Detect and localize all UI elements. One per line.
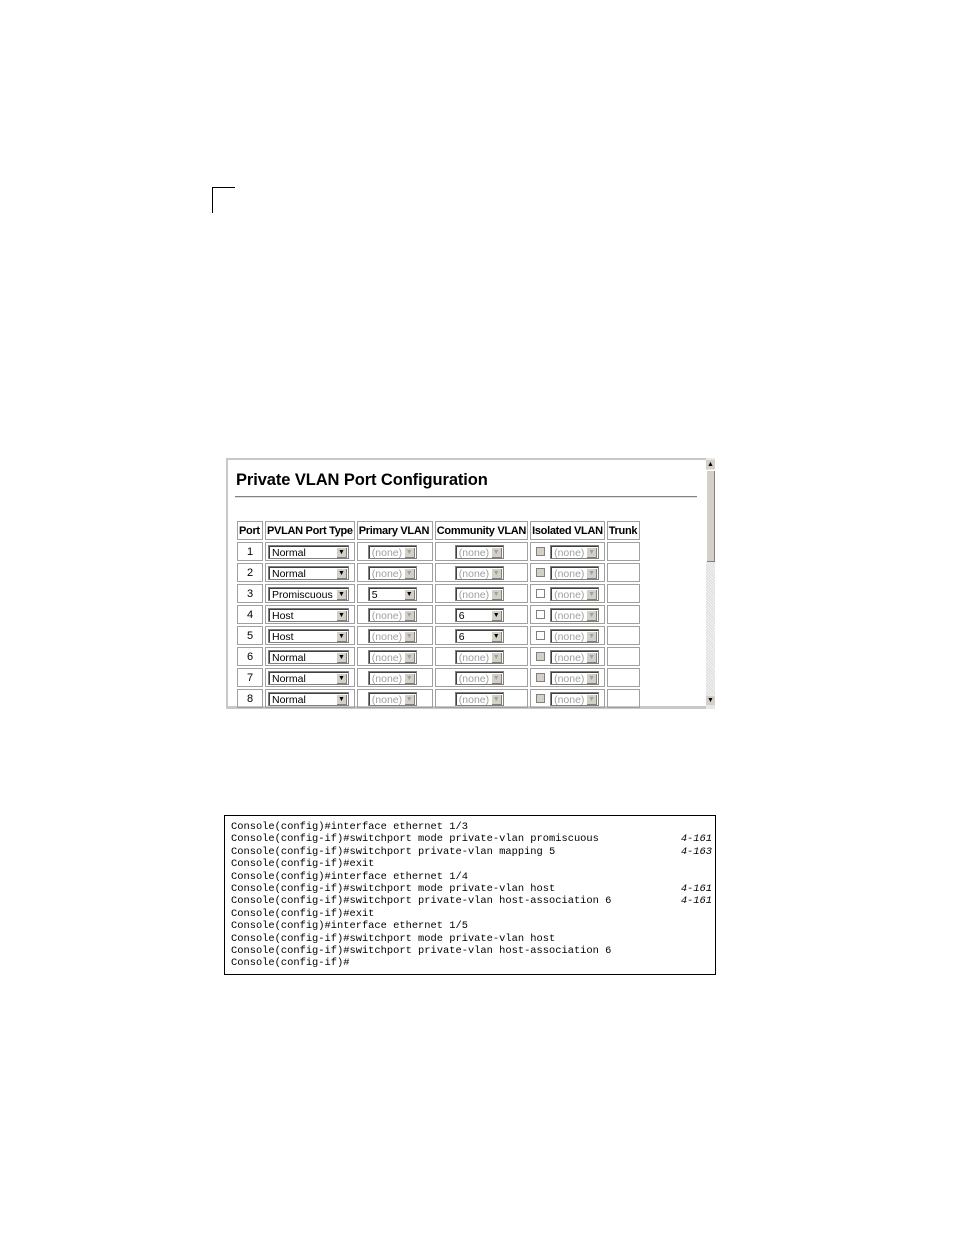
port-number: 8 bbox=[237, 689, 263, 708]
primary-vlan-select bbox=[368, 566, 417, 580]
primary-vlan-select-value: (none) bbox=[371, 672, 403, 685]
dropdown-arrow-icon: ▼ bbox=[491, 547, 502, 558]
title-divider bbox=[235, 496, 697, 498]
port-number: 5 bbox=[237, 626, 263, 645]
pvlan-port-type-cell bbox=[265, 605, 355, 624]
isolated-vlan-select bbox=[550, 671, 599, 685]
port-number: 6 bbox=[237, 647, 263, 666]
isolated-vlan-checkbox[interactable] bbox=[536, 631, 545, 640]
isolated-vlan-cell bbox=[530, 584, 605, 603]
community-vlan-cell bbox=[435, 584, 528, 603]
dropdown-arrow-icon: ▼ bbox=[586, 589, 597, 600]
scroll-down-arrow-icon[interactable]: ▼ bbox=[707, 697, 714, 704]
table-row bbox=[237, 668, 640, 687]
primary-vlan-select-value: (none) bbox=[371, 567, 403, 580]
pvlan-config-panel bbox=[226, 458, 715, 709]
dropdown-arrow-icon: ▼ bbox=[586, 568, 597, 579]
isolated-vlan-select bbox=[550, 566, 599, 580]
column-header-primary-vlan: Primary VLAN bbox=[357, 521, 433, 540]
isolated-vlan-select-value: (none) bbox=[554, 693, 585, 706]
primary-vlan-select-value: (none) bbox=[371, 693, 403, 706]
console-line: Console(config-if)#switchport mode private-vlan host bbox=[231, 932, 556, 945]
pvlan-port-type-select-value: Normal bbox=[272, 672, 306, 685]
isolated-vlan-cell bbox=[530, 668, 605, 687]
community-vlan-cell bbox=[435, 563, 528, 582]
table-row bbox=[237, 563, 640, 582]
command-page-reference: 4-161 bbox=[680, 833, 712, 846]
pvlan-port-type-cell bbox=[265, 542, 355, 561]
isolated-vlan-select bbox=[550, 650, 599, 664]
isolated-vlan-select-value: (none) bbox=[554, 651, 585, 664]
dropdown-arrow-icon: ▼ bbox=[404, 547, 415, 558]
command-page-reference: 4-161 bbox=[680, 883, 712, 895]
community-vlan-cell bbox=[435, 689, 528, 708]
pvlan-port-type-select-value: Host bbox=[272, 630, 294, 643]
primary-vlan-cell bbox=[357, 689, 433, 708]
isolated-vlan-select-value: (none) bbox=[554, 672, 585, 685]
community-vlan-cell bbox=[435, 542, 528, 561]
dropdown-arrow-icon: ▼ bbox=[586, 673, 597, 684]
column-header-pvlan-port-type: PVLAN Port Type bbox=[265, 521, 355, 540]
vertical-scrollbar[interactable] bbox=[706, 458, 715, 709]
primary-vlan-cell bbox=[357, 626, 433, 645]
dropdown-arrow-icon: ▼ bbox=[586, 694, 597, 705]
port-number: 1 bbox=[237, 542, 263, 561]
primary-vlan-select[interactable] bbox=[368, 587, 417, 601]
isolated-vlan-checkbox bbox=[536, 673, 545, 682]
port-number: 2 bbox=[237, 563, 263, 582]
table-row bbox=[237, 584, 640, 603]
primary-vlan-select bbox=[368, 692, 417, 706]
community-vlan-select-value: (none) bbox=[458, 588, 490, 601]
column-header-port: Port bbox=[237, 521, 263, 540]
trunk-cell bbox=[607, 647, 640, 666]
dropdown-arrow-icon: ▼ bbox=[404, 652, 415, 663]
isolated-vlan-select-value: (none) bbox=[554, 609, 585, 622]
isolated-vlan-select-value: (none) bbox=[554, 567, 585, 580]
trunk-cell bbox=[607, 542, 640, 561]
pvlan-port-type-select[interactable] bbox=[268, 671, 349, 685]
pvlan-port-type-cell bbox=[265, 626, 355, 645]
trunk-cell bbox=[607, 689, 640, 708]
primary-vlan-select bbox=[368, 608, 417, 622]
community-vlan-select[interactable] bbox=[455, 608, 504, 622]
pvlan-port-type-select[interactable] bbox=[268, 650, 349, 664]
community-vlan-select bbox=[455, 692, 504, 706]
dropdown-arrow-icon[interactable]: ▼ bbox=[336, 547, 347, 558]
pvlan-port-type-select-value: Promiscuous bbox=[272, 588, 333, 601]
console-line: Console(config-if)#switchport private-vlan host-association 6 bbox=[231, 895, 612, 908]
dropdown-arrow-icon: ▼ bbox=[586, 652, 597, 663]
primary-vlan-select-value: (none) bbox=[371, 630, 403, 643]
isolated-vlan-select bbox=[550, 608, 599, 622]
table-header-row bbox=[237, 521, 640, 540]
pvlan-port-type-select[interactable] bbox=[268, 629, 349, 643]
pvlan-port-table bbox=[235, 519, 642, 709]
isolated-vlan-checkbox bbox=[536, 694, 545, 703]
community-vlan-select-value: (none) bbox=[458, 651, 490, 664]
pvlan-port-type-cell bbox=[265, 689, 355, 708]
port-number: 7 bbox=[237, 668, 263, 687]
primary-vlan-select-value: (none) bbox=[371, 651, 403, 664]
dropdown-arrow-icon[interactable]: ▼ bbox=[491, 631, 502, 642]
pvlan-port-type-select-value: Normal bbox=[272, 546, 306, 559]
dropdown-arrow-icon: ▼ bbox=[491, 589, 502, 600]
isolated-vlan-cell bbox=[530, 689, 605, 708]
community-vlan-select bbox=[455, 671, 504, 685]
table-row bbox=[237, 689, 640, 708]
community-vlan-select bbox=[455, 545, 504, 559]
dropdown-arrow-icon: ▼ bbox=[404, 631, 415, 642]
console-line: Console(config-if)#switchport mode private-vlan host bbox=[231, 883, 556, 895]
primary-vlan-cell bbox=[357, 668, 433, 687]
isolated-vlan-checkbox bbox=[536, 547, 545, 556]
community-vlan-select-value: 6 bbox=[458, 609, 465, 622]
community-vlan-select bbox=[455, 587, 504, 601]
dropdown-arrow-icon: ▼ bbox=[586, 631, 597, 642]
community-vlan-cell bbox=[435, 647, 528, 666]
isolated-vlan-select bbox=[550, 692, 599, 706]
isolated-vlan-checkbox[interactable] bbox=[536, 589, 545, 598]
pvlan-port-type-select-value: Normal bbox=[272, 651, 306, 664]
pvlan-port-type-cell bbox=[265, 668, 355, 687]
community-vlan-select[interactable] bbox=[455, 629, 504, 643]
dropdown-arrow-icon: ▼ bbox=[491, 652, 502, 663]
column-header-isolated-vlan: Isolated VLAN bbox=[530, 521, 605, 540]
pvlan-port-type-cell bbox=[265, 647, 355, 666]
crop-mark-vertical bbox=[212, 187, 213, 213]
community-vlan-cell bbox=[435, 605, 528, 624]
console-line: Console(config)#interface ethernet 1/4 bbox=[231, 870, 468, 883]
dropdown-arrow-icon[interactable]: ▼ bbox=[336, 568, 347, 579]
port-number: 3 bbox=[237, 584, 263, 603]
pvlan-port-type-select-value: Normal bbox=[272, 693, 306, 706]
primary-vlan-select-value: (none) bbox=[371, 609, 403, 622]
console-line: Console(config)#interface ethernet 1/5 bbox=[231, 920, 468, 933]
isolated-vlan-cell bbox=[530, 647, 605, 666]
scroll-up-arrow-icon[interactable]: ▲ bbox=[707, 461, 714, 468]
primary-vlan-select bbox=[368, 545, 417, 559]
primary-vlan-cell bbox=[357, 563, 433, 582]
console-line: Console(config-if)#switchport private-vlan host-association 6 bbox=[231, 945, 612, 957]
isolated-vlan-select bbox=[550, 545, 599, 559]
pvlan-port-type-select[interactable] bbox=[268, 545, 349, 559]
community-vlan-select-value: (none) bbox=[458, 693, 490, 706]
page-title: Private VLAN Port Configuration bbox=[236, 471, 488, 489]
dropdown-arrow-icon: ▼ bbox=[586, 547, 597, 558]
dropdown-arrow-icon: ▼ bbox=[404, 610, 415, 621]
community-vlan-select bbox=[455, 650, 504, 664]
console-line: Console(config-if)#exit bbox=[231, 907, 375, 920]
dropdown-arrow-icon: ▼ bbox=[404, 694, 415, 705]
primary-vlan-cell bbox=[357, 647, 433, 666]
command-page-reference: 4-161 bbox=[680, 895, 712, 908]
dropdown-arrow-icon[interactable]: ▼ bbox=[336, 652, 347, 663]
console-line: Console(config-if)#exit bbox=[231, 858, 375, 871]
trunk-cell bbox=[607, 563, 640, 582]
console-line: Console(config-if)#switchport private-vlan mapping 5 bbox=[231, 845, 556, 858]
trunk-cell bbox=[607, 626, 640, 645]
isolated-vlan-checkbox bbox=[536, 568, 545, 577]
primary-vlan-cell bbox=[357, 584, 433, 603]
trunk-cell bbox=[607, 605, 640, 624]
community-vlan-cell bbox=[435, 668, 528, 687]
primary-vlan-cell bbox=[357, 542, 433, 561]
pvlan-port-type-select[interactable] bbox=[268, 566, 349, 580]
primary-vlan-cell bbox=[357, 605, 433, 624]
pvlan-port-type-cell bbox=[265, 563, 355, 582]
dropdown-arrow-icon[interactable]: ▼ bbox=[404, 589, 415, 600]
dropdown-arrow-icon[interactable]: ▼ bbox=[336, 631, 347, 642]
dropdown-arrow-icon: ▼ bbox=[404, 568, 415, 579]
isolated-vlan-cell bbox=[530, 605, 605, 624]
isolated-vlan-checkbox[interactable] bbox=[536, 610, 545, 619]
primary-vlan-select-value: (none) bbox=[371, 546, 403, 559]
dropdown-arrow-icon: ▼ bbox=[586, 610, 597, 621]
primary-vlan-select bbox=[368, 650, 417, 664]
pvlan-port-type-select[interactable] bbox=[268, 608, 349, 622]
isolated-vlan-select-value: (none) bbox=[554, 588, 585, 601]
pvlan-port-type-select-value: Host bbox=[272, 609, 294, 622]
community-vlan-select-value: 6 bbox=[458, 630, 465, 643]
dropdown-arrow-icon: ▼ bbox=[491, 673, 502, 684]
console-line: Console(config)#interface ethernet 1/3 bbox=[231, 821, 468, 833]
table-row bbox=[237, 647, 640, 666]
isolated-vlan-cell bbox=[530, 626, 605, 645]
primary-vlan-select-value: 5 bbox=[371, 588, 378, 601]
primary-vlan-select bbox=[368, 629, 417, 643]
isolated-vlan-select-value: (none) bbox=[554, 546, 585, 559]
trunk-cell bbox=[607, 668, 640, 687]
isolated-vlan-checkbox bbox=[536, 652, 545, 661]
isolated-vlan-select bbox=[550, 587, 599, 601]
column-header-trunk: Trunk bbox=[607, 521, 640, 540]
dropdown-arrow-icon[interactable]: ▼ bbox=[336, 589, 347, 600]
pvlan-port-type-select-value: Normal bbox=[272, 567, 306, 580]
pvlan-port-type-cell bbox=[265, 584, 355, 603]
console-output-box bbox=[224, 815, 716, 975]
dropdown-arrow-icon: ▼ bbox=[404, 673, 415, 684]
isolated-vlan-cell bbox=[530, 542, 605, 561]
port-number: 4 bbox=[237, 605, 263, 624]
community-vlan-select-value: (none) bbox=[458, 546, 490, 559]
dropdown-arrow-icon[interactable]: ▼ bbox=[491, 610, 502, 621]
column-header-community-vlan: Community VLAN bbox=[435, 521, 528, 540]
dropdown-arrow-icon[interactable]: ▼ bbox=[336, 694, 347, 705]
table-row bbox=[237, 605, 640, 624]
isolated-vlan-select-value: (none) bbox=[554, 630, 585, 643]
community-vlan-select bbox=[455, 566, 504, 580]
console-line: Console(config-if)# bbox=[231, 957, 350, 970]
dropdown-arrow-icon: ▼ bbox=[491, 694, 502, 705]
isolated-vlan-select bbox=[550, 629, 599, 643]
primary-vlan-select bbox=[368, 671, 417, 685]
community-vlan-select-value: (none) bbox=[458, 672, 490, 685]
pvlan-port-type-select[interactable] bbox=[268, 692, 349, 706]
trunk-cell bbox=[607, 584, 640, 603]
crop-mark-horizontal bbox=[212, 187, 235, 188]
dropdown-arrow-icon[interactable]: ▼ bbox=[336, 673, 347, 684]
scrollbar-thumb[interactable] bbox=[706, 470, 715, 562]
community-vlan-select-value: (none) bbox=[458, 567, 490, 580]
dropdown-arrow-icon[interactable]: ▼ bbox=[336, 610, 347, 621]
isolated-vlan-cell bbox=[530, 563, 605, 582]
table-row bbox=[237, 542, 640, 561]
dropdown-arrow-icon: ▼ bbox=[491, 568, 502, 579]
community-vlan-cell bbox=[435, 626, 528, 645]
table-row bbox=[237, 626, 640, 645]
console-line: Console(config-if)#switchport mode private-vlan promiscuous bbox=[231, 833, 599, 846]
pvlan-port-type-select[interactable] bbox=[268, 587, 349, 601]
command-page-reference: 4-163 bbox=[680, 845, 712, 858]
